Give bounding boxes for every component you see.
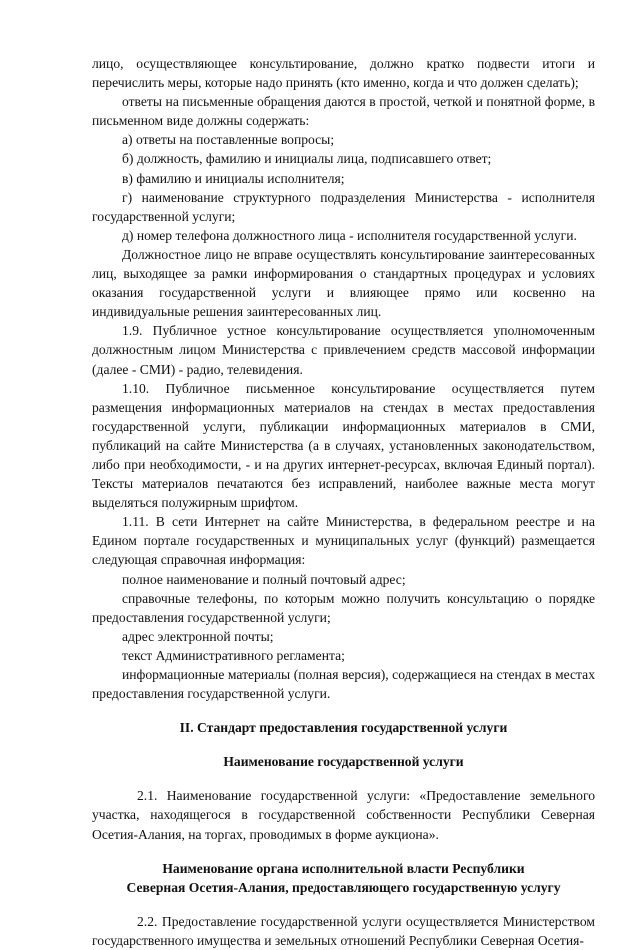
subsection-title-line-1: Наименование органа исполнительной власти Республики	[162, 860, 525, 876]
paragraph: г) наименование структурного подразделения Министерства - исполнителя государственной услуги;	[92, 189, 595, 224]
subsection-title-line-2: Северная Осетия-Алания, предоставляющего государственную услугу	[126, 879, 561, 895]
paragraph: адрес электронной почты;	[122, 628, 274, 644]
paragraph: справочные телефоны, по которым можно получить консультацию о порядке предоставления государственной услуги;	[92, 590, 595, 625]
document-page	[92, 54, 595, 950]
paragraph: д) номер телефона должностного лица - исполнителя государственной услуги.	[122, 227, 577, 243]
paragraph: 1.9. Публичное устное консультирование осуществляется уполномоченным должностным лицом Министерства с привлечением средств массовой информации (далее - СМИ) - радио, телевидения.	[92, 323, 595, 377]
paragraph: 1.11. В сети Интернет на сайте Министерства, в федеральном реестре и на Едином портале государственных и муниципальных услуг (функций) размещается следующая справочная информация:	[92, 514, 595, 568]
subsection-title-authority	[92, 859, 595, 897]
section-title: II. Стандарт предоставления государственной услуги	[179, 720, 508, 736]
subsection-title-service-name: Наименование государственной услуги	[223, 754, 464, 770]
paragraph-list	[92, 54, 595, 703]
paragraph-2-2: 2.2. Предоставление государственной услуги осуществляется Министерством государственного имущества и земельных отношений Республики Северная Осетия-	[92, 913, 595, 948]
paragraph: в) фамилию и инициалы исполнителя;	[122, 170, 345, 186]
paragraph: информационные материалы (полная версия), содержащиеся на стендах в местах предоставления государственной услуги.	[92, 667, 595, 702]
paragraph: полное наименование и полный почтовый адрес;	[122, 571, 406, 587]
paragraph: а) ответы на поставленные вопросы;	[122, 132, 335, 148]
paragraph: ответы на письменные обращения даются в простой, четкой и понятной форме, в письменном виде должны содержать:	[92, 94, 595, 129]
paragraph: 1.10. Публичное письменное консультирование осуществляется путем размещения информационных материалов на стендах в местах предоставления государственной услуги, публикации информационных материалов в СМИ, публикаций на сайте Министерства (а в случаях, установленных законодательством, либо при необходимости, - и на других интернет-ресурсах, включая Единый портал). Тексты материалов печатаются без исправлений, наиболее важные места могут выделяться полужирным шрифтом.	[92, 380, 595, 511]
paragraph: б) должность, фамилию и инициалы лица, подписавшего ответ;	[122, 151, 492, 167]
paragraph: Должностное лицо не вправе осуществлять консультирование заинтересованных лиц, выходящее за рамки информирования о стандартных процедурах и условиях оказания государственной услуги и влияющее прямо или косвенно на индивидуальные решения заинтересованных лиц.	[92, 246, 595, 320]
paragraph: текст Административного регламента;	[122, 647, 345, 663]
paragraph-2-1: 2.1. Наименование государственной услуги: «Предоставление земельного участка, находящегося в государственной собственности Республики Северная Осетия-Алания, на торгах, проводимых в форме аукциона».	[92, 788, 595, 842]
paragraph: лицо, осуществляющее консультирование, должно кратко подвести итоги и перечислить меры, которые надо принять (кто именно, когда и что должен сделать);	[92, 56, 595, 91]
